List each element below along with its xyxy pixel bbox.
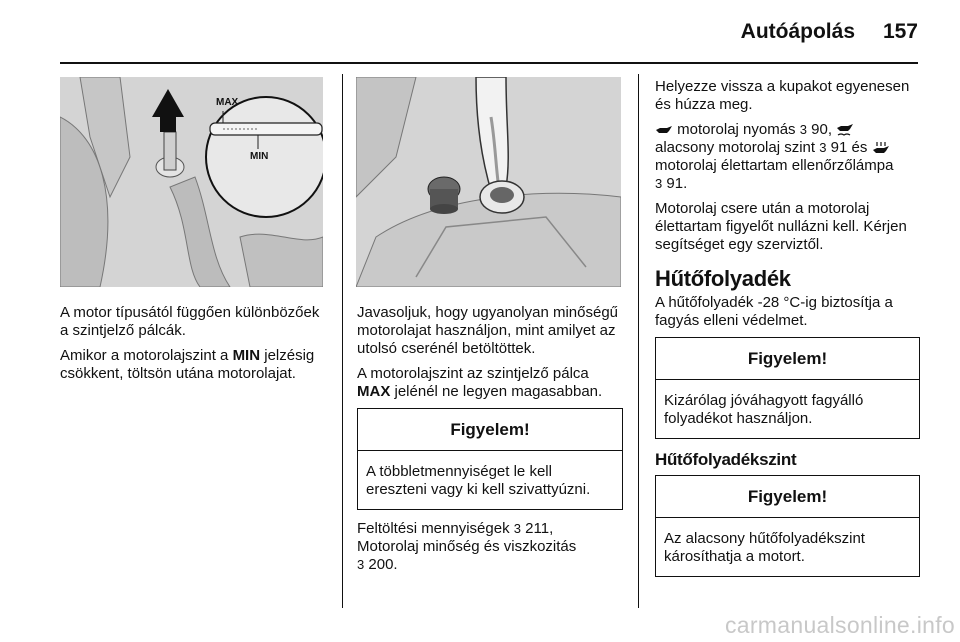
right-paragraph-3: Motorolaj csere után a motorolaj élettartam figyelőt nullázni kell. Kérjen segítséget egy szerviztől. [655,200,907,253]
oil-pressure-text: motorolaj nyomás [677,121,796,138]
middle-paragraph-1: Javasoljuk, hogy ugyanolyan minőségű motorolajat használjon, mint amilyet az utolsó cserénél betöltöttek. [357,304,618,357]
page-ref-91[interactable]: 91 és [830,139,868,156]
oil-life-text: motorolaj élettartam ellenőrzőlámpa [655,157,894,174]
coolant-heading: Hűtőfolyadék [655,266,791,291]
oil-quality-link[interactable]: Motorolaj minőség és viszkozitás [357,538,577,555]
min-mark: MIN [232,347,261,364]
caution-title: Figyelem! [656,476,919,518]
column-divider-2 [638,74,639,608]
header-rule [60,62,918,64]
right-paragraph-1: Helyezze vissza a kupakot egyenesen és húzza meg. [655,78,910,113]
middle-paragraph-2 [357,365,623,401]
caution-body: Az alacsony hűtőfolyadékszint károsíthatja a motort. [664,530,865,565]
page-ref-200[interactable]: 200. [368,556,398,573]
caution-box-antifreeze [655,337,920,439]
oil-can-icon [655,125,673,135]
page-ref-arrow-icon: 3 [357,557,365,572]
max-mark: MAX [357,383,391,400]
left-p2-text: Amikor a motorolajszint a [60,347,233,364]
left-paragraph-1: A motor típusától függően különbözőek a szintjelző pálcák. [60,304,320,339]
middle-p2-text-end: jelénél ne legyen magasabban. [390,383,603,400]
engine-dipstick-drawing [60,77,323,287]
page-ref-211[interactable]: 211, [525,520,554,537]
caution-title: Figyelem! [656,338,919,380]
page-ref-91-b[interactable]: 91. [666,175,688,192]
oil-life-icon [872,141,890,155]
watermark: carmanualsonline.info [724,612,955,638]
dipstick-min-label: MIN [250,151,269,162]
left-paragraph-2 [60,347,330,383]
oil-level-icon [836,124,854,136]
column-divider-1 [342,74,343,608]
oil-level-text: alacsony motorolaj szint [655,139,816,156]
dipstick-max-label: MAX [216,97,239,108]
page-ref-arrow-icon: 3 [799,122,807,137]
middle-p2-text: A motorolajszint az szintjelző pálca [357,365,589,382]
coolant-paragraph: A hűtőfolyadék -28 °C-ig biztosítja a fagyás elleni védelmet. [655,294,893,329]
caution-box-overflow [357,408,623,510]
right-column [655,78,920,587]
page-header-title: Autóápolás [740,20,855,43]
page-ref-arrow-icon: 3 [655,176,663,191]
left-column [60,304,330,390]
oil-pouring-drawing [356,77,621,287]
page-ref-arrow-icon: 3 [513,521,521,536]
left-p2-text-end: jelzésig csökkent, töltsön utána motorolajat. [60,347,315,382]
page-ref-arrow-icon: 3 [819,140,827,155]
coolant-level-heading: Hűtőfolyadékszint [655,450,797,469]
middle-paragraph-3 [357,520,623,574]
caution-body: Kizárólag jóváhagyott fagyálló folyadékot használjon. [664,392,864,427]
caution-title: Figyelem! [358,409,622,451]
dipstick-illustration [60,77,323,287]
middle-column [357,304,623,581]
page-number: 157 [882,20,918,43]
caution-box-coolant-level [655,475,920,577]
fill-capacities-link[interactable]: Feltöltési mennyiségek [357,520,510,537]
oil-filling-illustration [356,77,621,287]
right-paragraph-2 [655,121,920,193]
caution-body: A többletmennyiséget le kell ereszteni vagy ki kell szivattyúzni. [366,463,591,498]
page-ref-90[interactable]: 90, [811,121,832,138]
